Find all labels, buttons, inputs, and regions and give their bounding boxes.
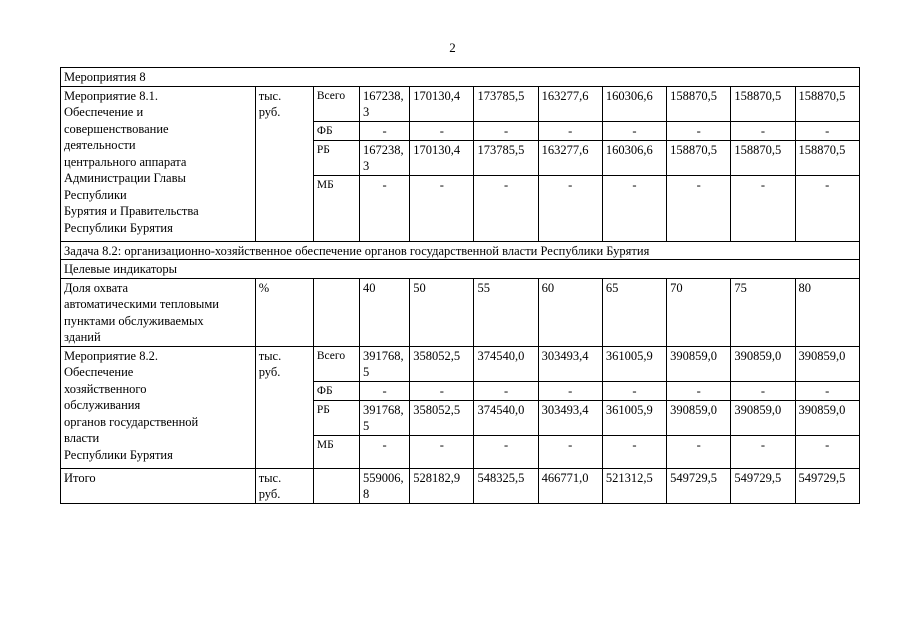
activity-title-line: власти — [64, 431, 100, 445]
value-cell: 60 — [538, 278, 602, 346]
funding-source-cell: ФБ — [313, 121, 359, 140]
funding-source-cell — [313, 278, 359, 346]
value-cell: - — [602, 175, 666, 241]
unit-cell: % — [255, 278, 313, 346]
activity-title-line: деятельности — [64, 138, 136, 152]
value-cell: - — [538, 381, 602, 400]
value-cell: - — [667, 175, 731, 241]
value-cell: 170130,4 — [410, 140, 474, 175]
activity-title-line: Республики — [64, 187, 127, 202]
value-cell: - — [474, 121, 538, 140]
value-cell: 303493,4 — [538, 400, 602, 435]
value-cell: 391768,5 — [360, 400, 410, 435]
funding-source-cell — [313, 468, 359, 503]
value-cell: 521312,5 — [602, 468, 666, 503]
task-title: Задача 8.2: организационно-хозяйственное обеспечение органов государственной власти Республики Бурятия — [61, 241, 860, 260]
value-cell: 170130,4 — [410, 86, 474, 121]
value-cell: 173785,5 — [474, 140, 538, 175]
value-cell: 559006,8 — [360, 468, 410, 503]
value-cell: 158870,5 — [667, 140, 731, 175]
funding-source-cell: Всего — [313, 86, 359, 121]
funding-source-cell: МБ — [313, 175, 359, 241]
value-cell: 160306,6 — [602, 140, 666, 175]
indicator-title-line: Доля охвата — [64, 280, 129, 295]
value-cell: 358052,5 — [410, 346, 474, 381]
unit-line: руб. — [258, 365, 281, 379]
value-cell: 528182,9 — [410, 468, 474, 503]
value-cell: 374540,0 — [474, 346, 538, 381]
activity82-row — [61, 346, 860, 381]
activity-title-line: центрального аппарата — [64, 154, 187, 169]
value-cell: 158870,5 — [795, 86, 859, 121]
value-cell: 390859,0 — [667, 400, 731, 435]
indicator-row — [61, 278, 860, 346]
unit-cell — [255, 346, 313, 468]
value-cell: 158870,5 — [795, 140, 859, 175]
value-cell: 549729,5 — [795, 468, 859, 503]
value-cell: - — [731, 381, 795, 400]
value-cell: - — [410, 435, 474, 468]
program-table — [60, 67, 860, 504]
value-cell: 548325,5 — [474, 468, 538, 503]
value-cell: 549729,5 — [731, 468, 795, 503]
activity-title-line: органов государственной — [64, 414, 199, 429]
activity-title-line: Республики Бурятия — [64, 447, 173, 462]
value-cell: 50 — [410, 278, 474, 346]
value-cell: - — [474, 435, 538, 468]
value-cell: 390859,0 — [795, 400, 859, 435]
total-row — [61, 468, 860, 503]
value-cell: - — [474, 381, 538, 400]
activity-title-line: хозяйственного — [64, 381, 147, 396]
unit-line: тыс. — [258, 88, 282, 103]
total-label: Итого — [61, 468, 256, 503]
value-cell: - — [538, 121, 602, 140]
page-number: 2 — [449, 40, 456, 55]
value-cell: 160306,6 — [602, 86, 666, 121]
activity-title-line: Мероприятие 8.2. — [64, 348, 158, 363]
value-cell: - — [731, 175, 795, 241]
task-row — [61, 241, 860, 260]
section-header-row — [61, 68, 860, 87]
value-cell: - — [731, 121, 795, 140]
indicator-title — [61, 278, 256, 346]
value-cell: 466771,0 — [538, 468, 602, 503]
value-cell: 40 — [360, 278, 410, 346]
indicators-header: Целевые индикаторы — [61, 260, 860, 279]
funding-source-cell: ФБ — [313, 381, 359, 400]
value-cell: 70 — [667, 278, 731, 346]
value-cell: 361005,9 — [602, 400, 666, 435]
value-cell: 75 — [731, 278, 795, 346]
value-cell: - — [410, 175, 474, 241]
value-cell: 390859,0 — [795, 346, 859, 381]
activity-title-line: Мероприятие 8.1. — [64, 88, 158, 103]
value-cell: 65 — [602, 278, 666, 346]
funding-source-cell: Всего — [313, 346, 359, 381]
value-cell: 390859,0 — [667, 346, 731, 381]
value-cell: - — [795, 121, 859, 140]
value-cell: 158870,5 — [731, 140, 795, 175]
activity-title-line: Обеспечение — [64, 365, 134, 379]
value-cell: - — [538, 175, 602, 241]
funding-source-cell: МБ — [313, 435, 359, 468]
unit-cell — [255, 86, 313, 241]
value-cell: - — [360, 435, 410, 468]
value-cell: - — [538, 435, 602, 468]
indicator-title-line: пунктами обслуживаемых — [64, 313, 204, 328]
value-cell: - — [731, 435, 795, 468]
unit-line: руб. — [258, 487, 281, 501]
indicator-title-line: автоматическими тепловыми — [64, 297, 219, 311]
unit-line: руб. — [258, 105, 281, 119]
value-cell: 549729,5 — [667, 468, 731, 503]
value-cell: - — [410, 121, 474, 140]
value-cell: 173785,5 — [474, 86, 538, 121]
value-cell: 158870,5 — [667, 86, 731, 121]
activity-title-line: Бурятия и Правительства — [64, 204, 199, 218]
value-cell: 390859,0 — [731, 400, 795, 435]
value-cell: - — [360, 175, 410, 241]
value-cell: - — [667, 381, 731, 400]
section-header: Мероприятия 8 — [61, 68, 860, 87]
value-cell: - — [795, 175, 859, 241]
value-cell: 358052,5 — [410, 400, 474, 435]
value-cell: - — [795, 381, 859, 400]
value-cell: - — [667, 121, 731, 140]
activity81-row — [61, 86, 860, 121]
funding-source-cell: РБ — [313, 140, 359, 175]
activity-title — [61, 346, 256, 468]
value-cell: - — [360, 381, 410, 400]
value-cell: - — [667, 435, 731, 468]
value-cell: 391768,5 — [360, 346, 410, 381]
indicators-row — [61, 260, 860, 279]
table-body — [61, 68, 860, 504]
activity-title-line: обслуживания — [64, 398, 141, 412]
value-cell: 55 — [474, 278, 538, 346]
value-cell: 167238,3 — [360, 140, 410, 175]
value-cell: 303493,4 — [538, 346, 602, 381]
value-cell: - — [474, 175, 538, 241]
activity-title-line: совершенствование — [64, 121, 169, 136]
funding-source-cell: РБ — [313, 400, 359, 435]
value-cell: - — [602, 381, 666, 400]
activity-title — [61, 86, 256, 241]
value-cell: 158870,5 — [731, 86, 795, 121]
indicator-title-line: зданий — [64, 330, 101, 344]
unit-line: тыс. — [258, 348, 282, 363]
activity-title-line: Республики Бурятия — [64, 220, 173, 235]
unit-cell — [255, 468, 313, 503]
activity-title-line: Обеспечение и — [64, 105, 144, 119]
value-cell: 167238,3 — [360, 86, 410, 121]
value-cell: 361005,9 — [602, 346, 666, 381]
value-cell: - — [602, 435, 666, 468]
value-cell: 163277,6 — [538, 86, 602, 121]
value-cell: - — [795, 435, 859, 468]
value-cell: - — [602, 121, 666, 140]
value-cell: - — [360, 121, 410, 140]
unit-line: тыс. — [258, 470, 282, 485]
value-cell: 163277,6 — [538, 140, 602, 175]
value-cell: - — [410, 381, 474, 400]
activity-title-line: Администрации Главы — [64, 171, 186, 185]
value-cell: 390859,0 — [731, 346, 795, 381]
value-cell: 374540,0 — [474, 400, 538, 435]
value-cell: 80 — [795, 278, 859, 346]
